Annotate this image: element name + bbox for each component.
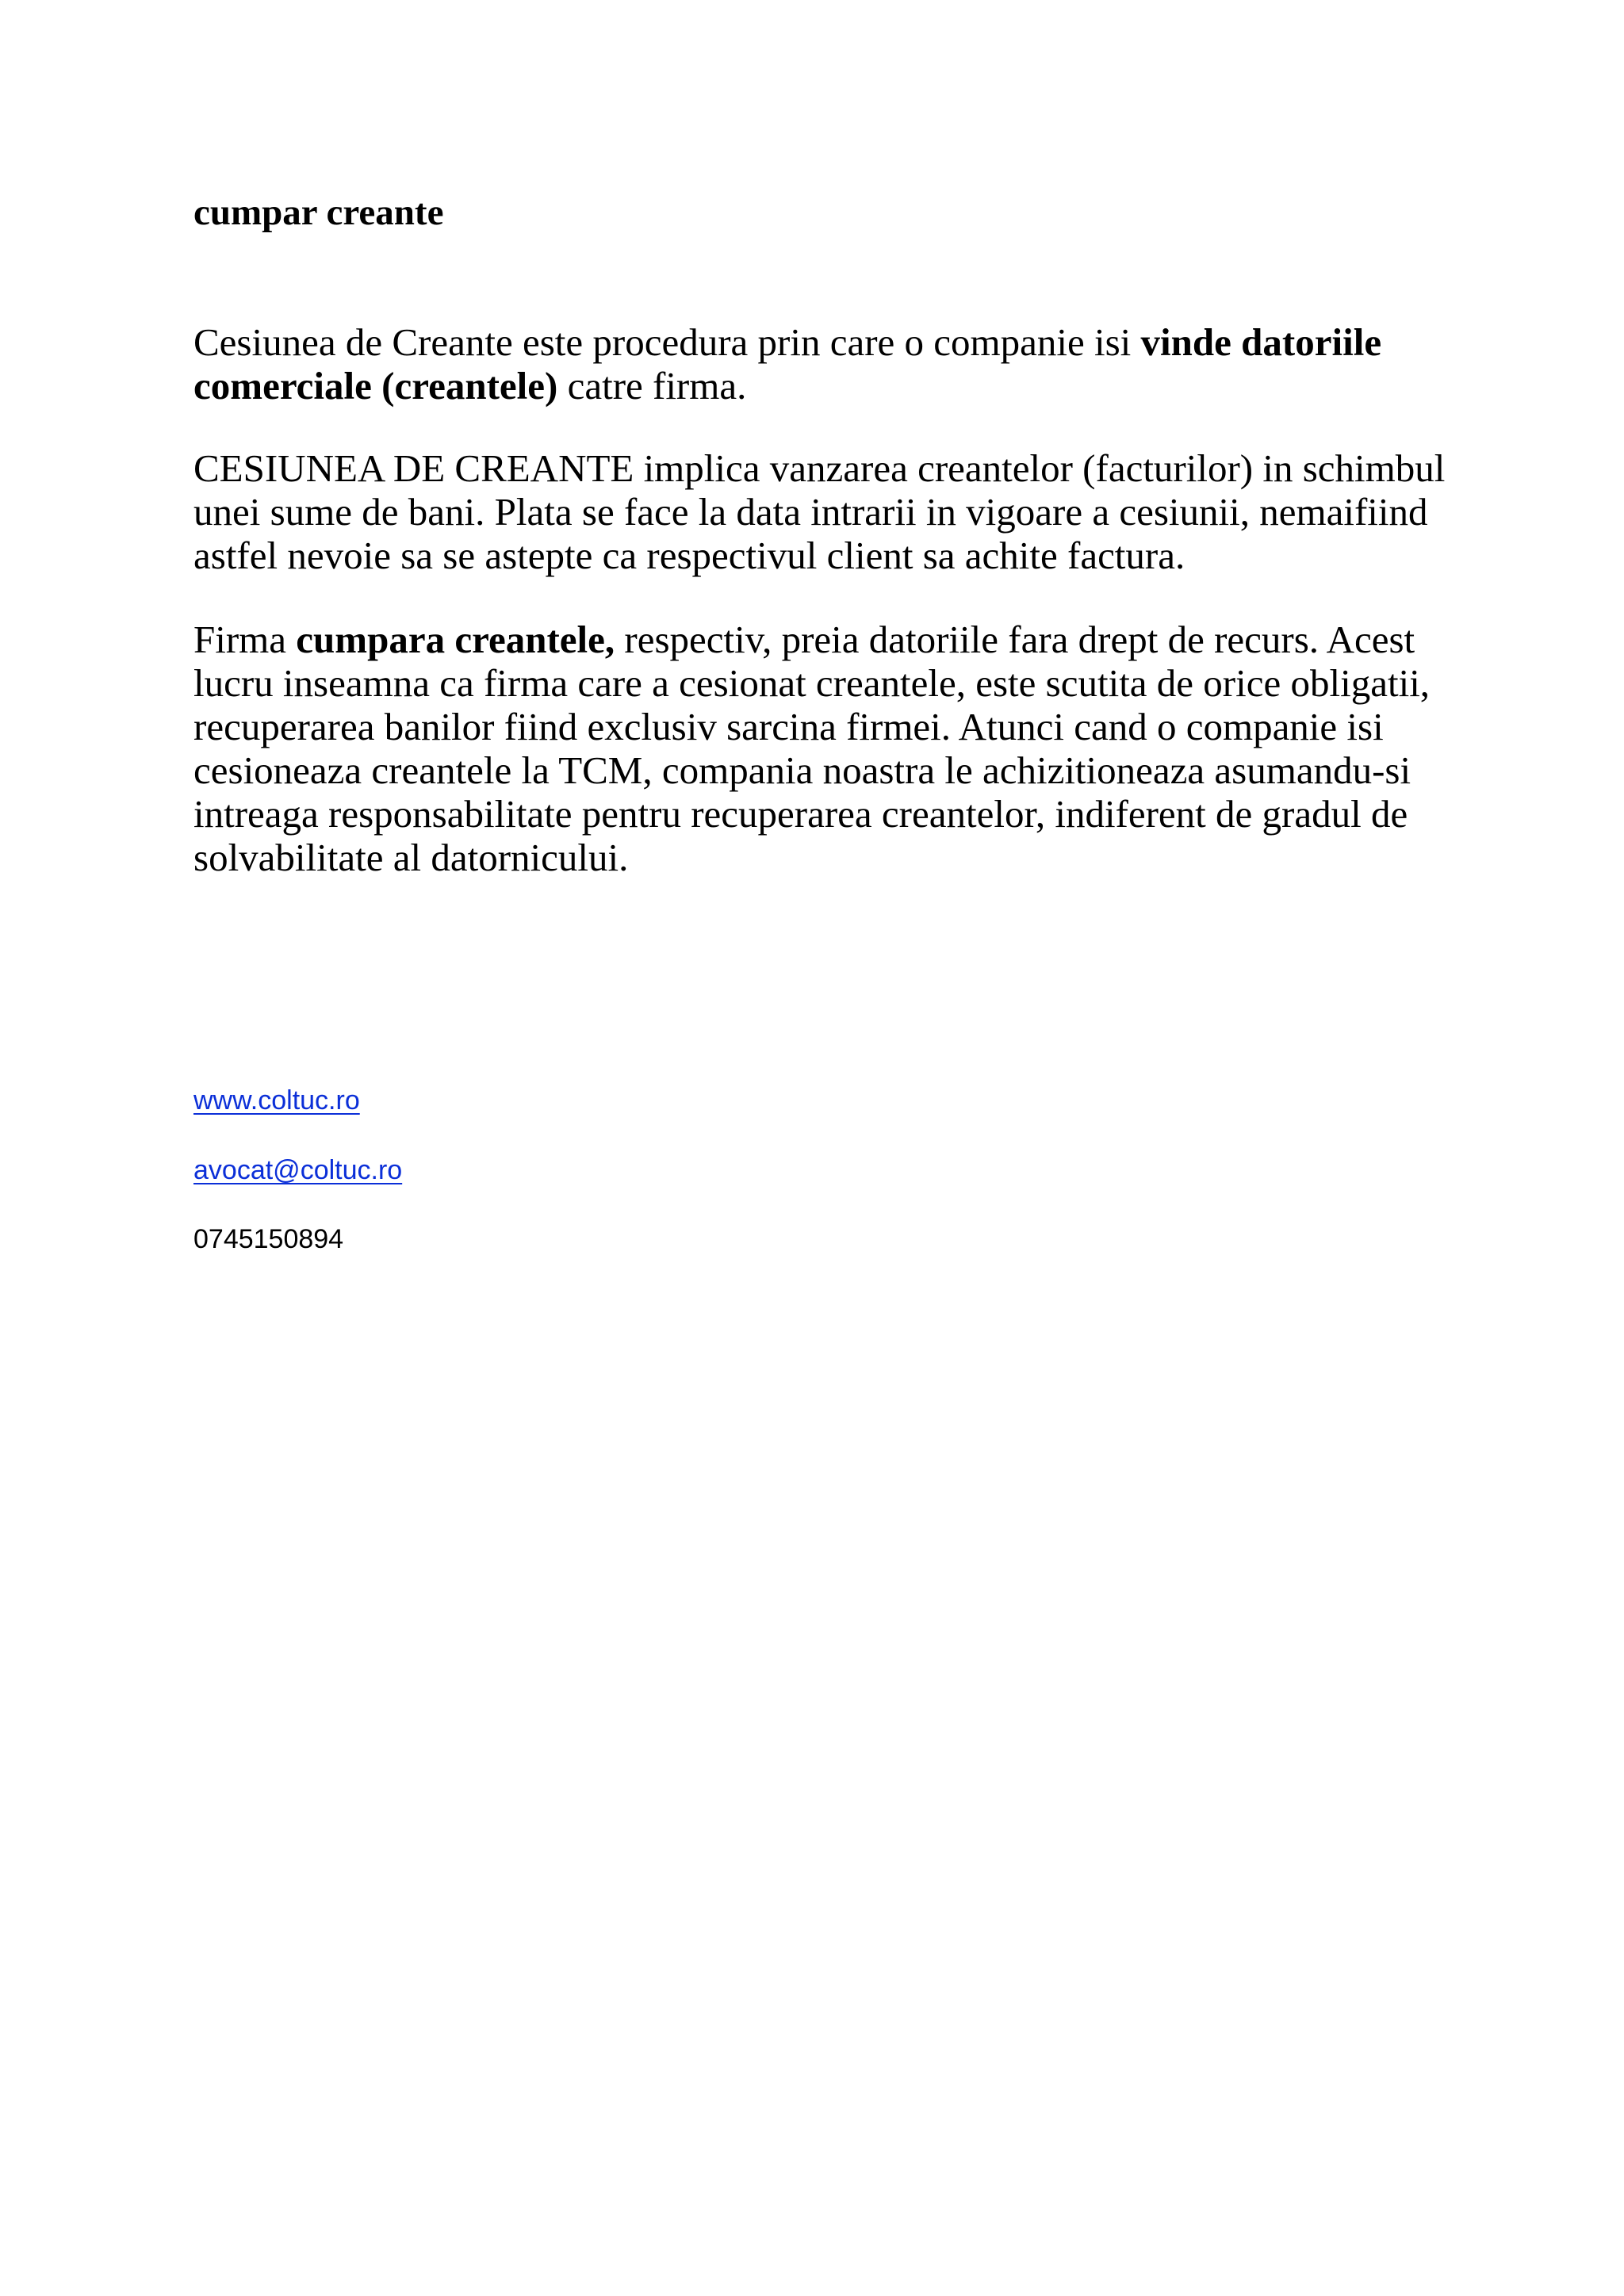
bold-text-run: cumpara creantele,: [296, 618, 615, 661]
paragraph-line: unei sume de bani. Plata se face la data intrarii in vigoare a cesiunii, nemaifiind: [193, 490, 1428, 534]
paragraph-cesiune: [193, 446, 1446, 577]
paragraph-intro: [193, 320, 1446, 408]
document-title: cumpar creante: [193, 192, 444, 233]
paragraph-line: solvabilitate al datornicului.: [193, 836, 629, 879]
text-run: Firma: [193, 618, 297, 661]
website-link[interactable]: www.coltuc.ro: [193, 1085, 360, 1115]
email-link[interactable]: avocat@coltuc.ro: [193, 1155, 403, 1185]
text-run: respectiv, preia datoriile fara drept de recurs. Acest: [615, 618, 1415, 661]
paragraph-line: [193, 320, 1446, 364]
phone-number: 0745150894: [193, 1224, 344, 1254]
paragraph-line: [193, 618, 1446, 661]
paragraph-line: [193, 364, 1446, 408]
paragraph-line: cesioneaza creantele la TCM, compania noastra le achizitioneaza asumandu-si: [193, 748, 1411, 792]
bold-text-run: vinde datoriile: [1140, 320, 1382, 364]
website-row: [193, 1085, 360, 1116]
email-row: [193, 1154, 402, 1186]
paragraph-line: astfel nevoie sa se astepte ca respectivul client sa achite factura.: [193, 534, 1185, 577]
paragraph-line: CESIUNEA DE CREANTE implica vanzarea creantelor (facturilor) in schimbul: [193, 446, 1446, 490]
paragraph-firma: [193, 618, 1446, 879]
text-run: Cesiunea de Creante este procedura prin care o companie isi: [193, 320, 1141, 364]
text-run: catre firma.: [557, 364, 747, 408]
paragraph-line: recuperarea banilor fiind exclusiv sarcina firmei. Atunci cand o companie isi: [193, 705, 1384, 748]
paragraph-line: lucru inseamna ca firma care a cesionat creantele, este scutita de orice obligatii,: [193, 661, 1431, 705]
bold-text-run: comerciale (creantele): [193, 364, 558, 408]
paragraph-line: intreaga responsabilitate pentru recuperarea creantelor, indiferent de gradul de: [193, 792, 1408, 836]
